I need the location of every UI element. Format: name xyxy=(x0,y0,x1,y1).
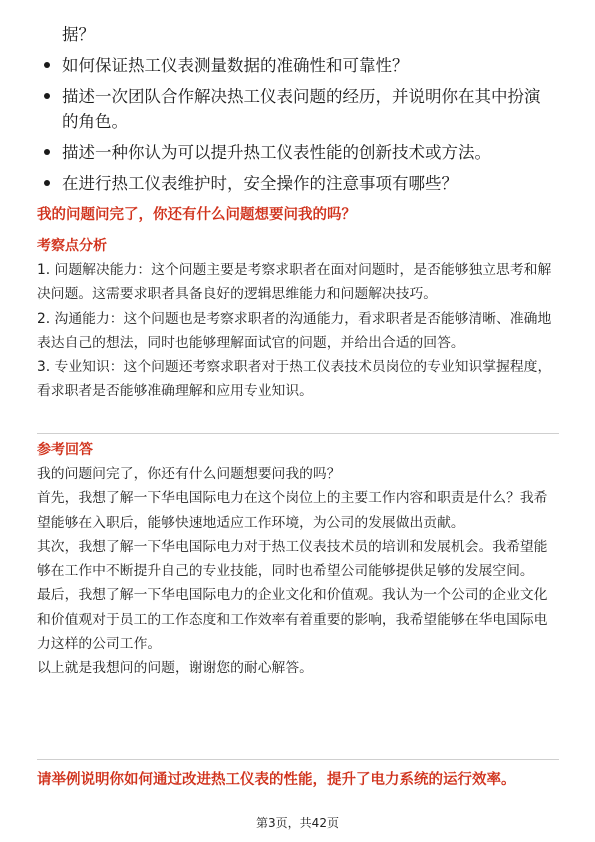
bullet-dot-icon xyxy=(44,149,50,155)
answer-paragraph: 首先，我想了解一下华电国际电力在这个岗位上的主要工作内容和职责是什么？我希望能够在入职后，能够快速地适应工作环境，为公司的发展做出贡献。 xyxy=(37,490,548,531)
bullet-list xyxy=(44,22,554,196)
analysis-point: 1. 问题解决能力：这个问题主要是考察求职者在面对问题时，是否能够独立思考和解决问题。这需要求职者具备良好的逻辑思维能力和问题解决技巧。 xyxy=(37,262,552,303)
section-divider xyxy=(37,759,559,760)
answer-paragraph: 其次，我想了解一下华电国际电力对于热工仪表技术员的培训和发展机会。我希望能够在工作中不断提升自己的专业技能，同时也希望公司能够提供足够的发展空间。 xyxy=(37,538,548,580)
bullet-item-text: 描述一次团队合作解决热工仪表问题的经历，并说明你在其中扮演的角色。 xyxy=(62,87,541,131)
bullet-dot-icon xyxy=(44,180,50,186)
bullet-item xyxy=(44,84,554,134)
answer-title: 参考回答 xyxy=(37,442,93,458)
bullet-continuation: 据？ xyxy=(62,25,95,44)
bullet-dot-icon xyxy=(44,62,50,68)
bullet-item xyxy=(44,53,554,78)
answer-paragraph: 以上就是我想问的问题，谢谢您的耐心解答。 xyxy=(37,660,313,677)
bullet-item xyxy=(44,171,554,196)
section-divider xyxy=(37,433,559,434)
bullet-item-text: 如何保证热工仪表测量数据的准确性和可靠性？ xyxy=(62,56,409,75)
next-question-heading: 请举例说明你如何通过改进热工仪表的性能，提升了电力系统的运行效率。 xyxy=(37,772,516,788)
answer-paragraph: 最后，我想了解一下华电国际电力的企业文化和价值观。我认为一个公司的企业文化和价值观对于员工的工作态度和工作效率有着重要的影响，我希望能够在华电国际电力这样的公司工作。 xyxy=(37,587,548,653)
bullet-item xyxy=(44,140,554,165)
analysis-point: 3. 专业知识：这个问题还考察求职者对于热工仪表技术员岗位的专业知识掌握程度，看求职者是否能够准确理解和应用专业知识。 xyxy=(37,359,552,400)
bullet-dot-icon xyxy=(44,93,50,99)
analysis-points xyxy=(37,258,559,404)
answer-paragraphs xyxy=(37,462,559,681)
analysis-point: 2. 沟通能力：这个问题也是考察求职者的沟通能力，看求职者是否能够清晰、准确地表达自己的想法，同时也能够理解面试官的问题，并给出合适的回答。 xyxy=(37,310,552,351)
bullet-item-text: 在进行热工仪表维护时，安全操作的注意事项有哪些？ xyxy=(62,174,458,193)
page-footer: 第3页，共42页 xyxy=(256,816,339,830)
question-heading: 我的问题问完了，你还有什么问题想要问我的吗？ xyxy=(37,207,356,223)
analysis-title: 考察点分析 xyxy=(37,238,107,254)
bullet-item-text: 描述一种你认为可以提升热工仪表性能的创新技术或方法。 xyxy=(62,143,491,162)
answer-paragraph: 我的问题问完了，你还有什么问题想要问我的吗？ xyxy=(37,466,341,482)
